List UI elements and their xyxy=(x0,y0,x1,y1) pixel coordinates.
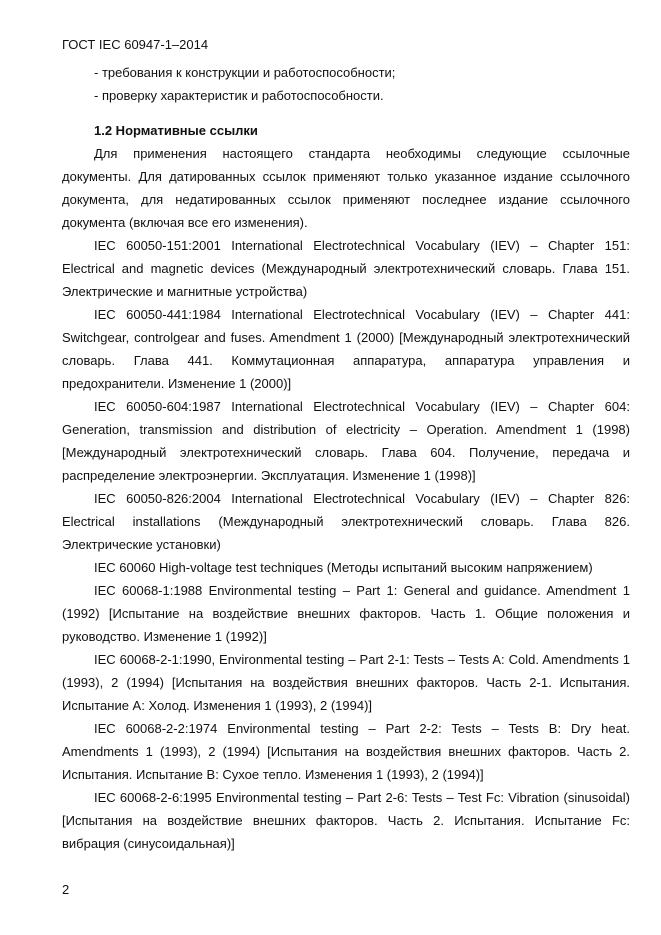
page-content xyxy=(62,61,630,855)
reference-item: IEC 60060 High-voltage test techniques (Методы испытаний высоким напряжением) xyxy=(94,560,593,575)
reference-item: IEC 60068-2-6:1995 Environmental testing – Part 2-6: Tests – Test Fc: Vibration (sinusoidal) [Испытания на воздействие внешних факторов. Часть 2. Испытания. Испытание Fc: вибрация (синусоидальная)] xyxy=(62,790,630,851)
reference-item: IEC 60068-2-2:1974 Environmental testing – Part 2-2: Tests – Tests B: Dry heat. Amendments 1 (1993), 2 (1994) [Испытания на воздействия внешних факторов. Часть 2. Испытания. Испытание В: Сухое тепло. Изменения 1 (1993), 2 (1994)] xyxy=(62,721,630,782)
page-number: 2 xyxy=(62,882,70,897)
reference-item: IEC 60050-604:1987 International Electrotechnical Vocabulary (IEV) – Chapter 604: Generation, transmission and distribution of electricity – Operation. Amendment 1 (1998) [Международный электротехнический словарь. Глава 604. Получение, передача и распределение электроэнергии. Эксплуатация. Изменение 1 (1998)] xyxy=(62,399,630,483)
standard-code-header: ГОСТ IEC 60947-1–2014 xyxy=(62,37,209,52)
list-item: - требования к конструкции и работоспособности; xyxy=(94,65,396,80)
reference-item: IEC 60068-2-1:1990, Environmental testing – Part 2-1: Tests – Tests A: Cold. Amendments 1 (1993), 2 (1994) [Испытания на воздействия внешних факторов. Часть 2-1. Испытания. Испытание А: Холод. Изменения 1 (1993), 2 (1994)] xyxy=(62,652,630,713)
list-item: - проверку характеристик и работоспособности. xyxy=(94,88,384,103)
reference-item: IEC 60050-441:1984 International Electrotechnical Vocabulary (IEV) – Chapter 441: Switchgear, controlgear and fuses. Amendment 1 (2000) [Международный электротехнический словарь. Глава 441. Коммутационная аппаратура, аппаратура управления и предохранители. Изменение 1 (2000)] xyxy=(62,307,630,391)
reference-item: IEC 60068-1:1988 Environmental testing – Part 1: General and guidance. Amendment 1 (1992) [Испытание на воздействие внешних факторов. Часть 1. Общие положения и руководство. Изменение 1 (1992)] xyxy=(62,583,630,644)
reference-item: IEC 60050-826:2004 International Electrotechnical Vocabulary (IEV) – Chapter 826: Electrical installations (Международный электротехнический словарь. Глава 826. Электрические установки) xyxy=(62,491,630,552)
section-title: 1.2 Нормативные ссылки xyxy=(94,123,258,138)
section-intro-paragraph: Для применения настоящего стандарта необходимы следующие ссылочные документы. Для датированных ссылок применяют только указанное издание ссылочного документа, для недатированных ссылок применяют последнее издание ссылочного документа (включая все его изменения). xyxy=(62,146,630,230)
reference-item: IEC 60050-151:2001 International Electrotechnical Vocabulary (IEV) – Chapter 151: Electrical and magnetic devices (Международный электротехнический словарь. Глава 151. Электрические и магнитные устройства) xyxy=(62,238,630,299)
